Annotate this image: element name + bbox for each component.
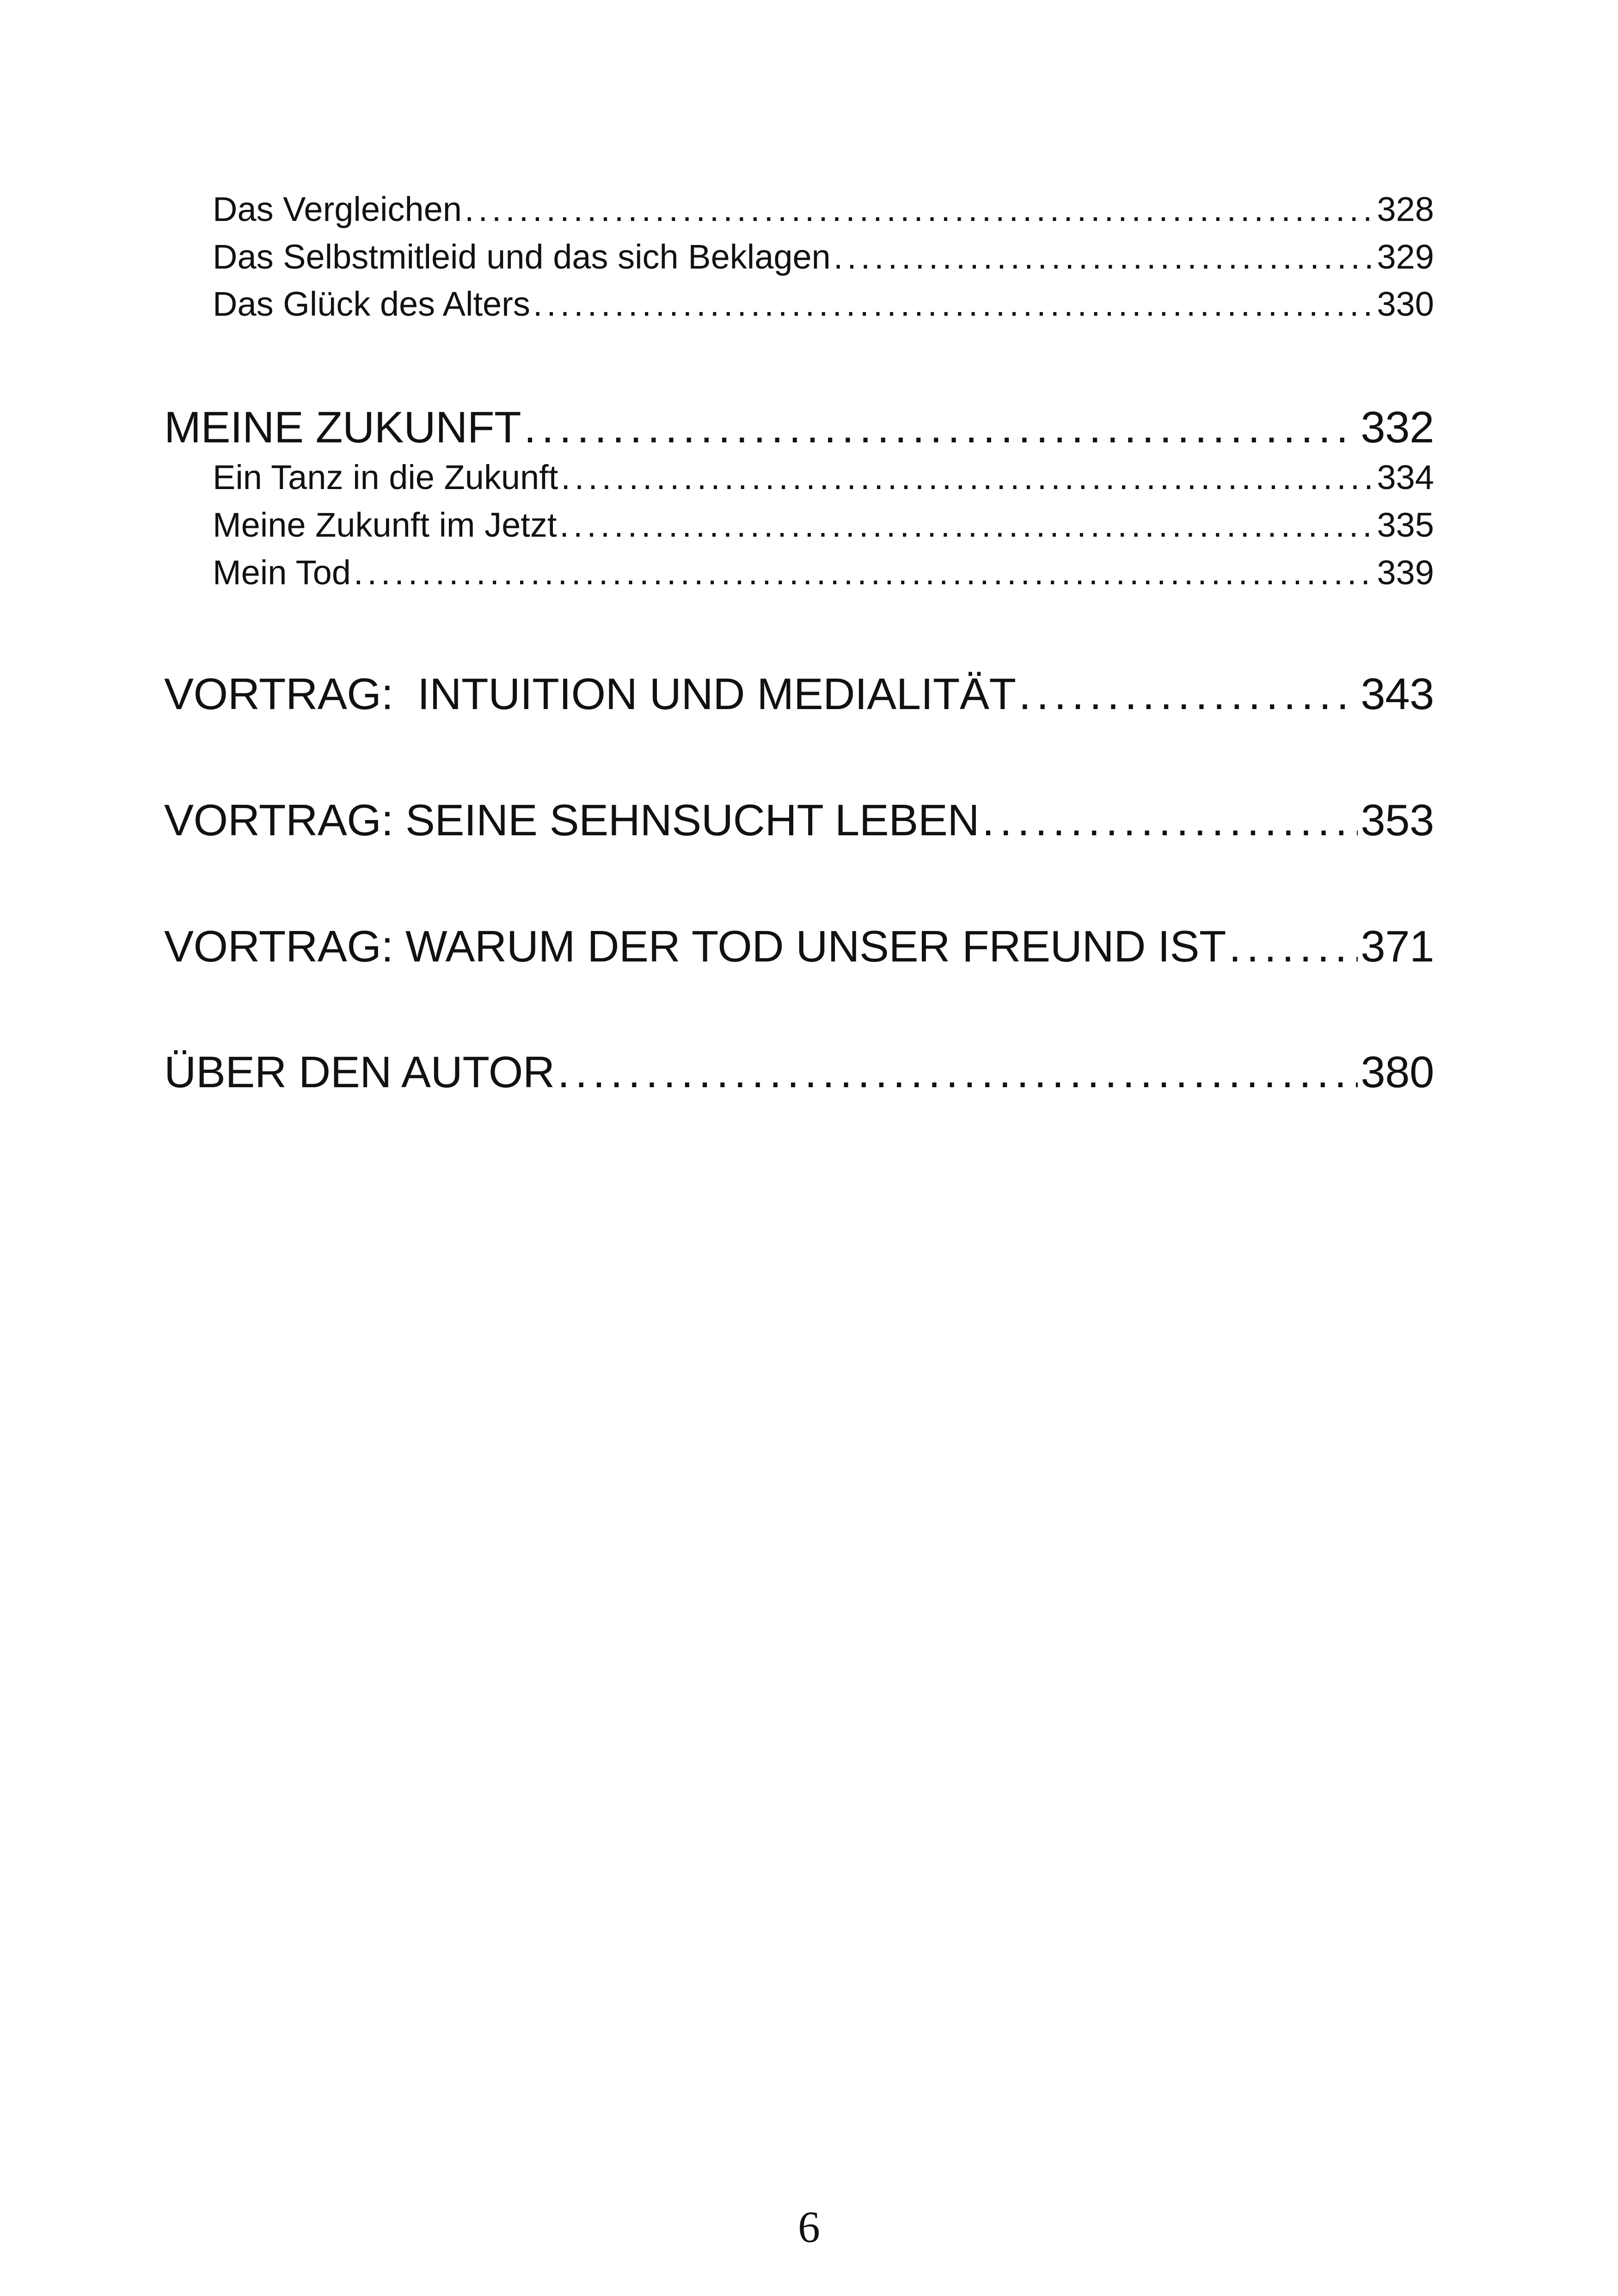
toc-chapter-page: 332 xyxy=(1361,403,1434,452)
toc-entry-page: 330 xyxy=(1377,285,1434,323)
toc-entry-title: Das Vergleichen xyxy=(213,190,462,228)
dot-leader xyxy=(834,237,1374,276)
page-number: 6 xyxy=(798,2202,820,2252)
toc-entry-meine-zukunft-im-jetzt[interactable] xyxy=(213,505,1434,551)
toc-entry-page: 339 xyxy=(1377,553,1434,592)
toc-chapter-title: ÜBER DEN AUTOR xyxy=(164,1047,555,1097)
dot-leader xyxy=(1229,921,1358,972)
dot-leader xyxy=(558,1047,1358,1098)
toc-entry-title: Ein Tanz in die Zukunft xyxy=(213,458,558,496)
toc-entry-mein-tod[interactable] xyxy=(213,553,1434,599)
dot-leader xyxy=(524,402,1358,453)
toc-entry-ein-tanz-in-die-zukunft[interactable] xyxy=(213,458,1434,504)
toc-chapter-title: VORTRAG: INTUITION UND MEDIALITÄT xyxy=(164,669,1016,719)
toc-entry-page: 335 xyxy=(1377,506,1434,544)
toc-chapter-title: MEINE ZUKUNFT xyxy=(164,403,521,452)
toc-chapter-ueber-den-autor[interactable] xyxy=(164,1047,1434,1107)
toc-entry-das-selbstmitleid[interactable] xyxy=(213,237,1434,283)
dot-leader xyxy=(533,284,1374,324)
toc-chapter-page: 371 xyxy=(1361,922,1434,971)
toc-entry-title: Das Selbstmitleid und das sich Beklagen xyxy=(213,238,831,276)
toc-entry-page: 329 xyxy=(1377,238,1434,276)
dot-leader xyxy=(982,795,1358,846)
toc-chapter-seine-sehnsucht-leben[interactable] xyxy=(164,795,1434,855)
dot-leader xyxy=(465,190,1374,229)
toc-chapter-page: 353 xyxy=(1361,796,1434,845)
dot-leader xyxy=(354,553,1374,592)
toc-entry-page: 328 xyxy=(1377,190,1434,228)
toc-chapter-page: 343 xyxy=(1361,669,1434,719)
toc-chapter-title: VORTRAG: SEINE SEHNSUCHT LEBEN xyxy=(164,796,980,845)
dot-leader xyxy=(559,505,1374,545)
toc-entry-page: 334 xyxy=(1377,458,1434,496)
toc-entry-das-vergleichen[interactable] xyxy=(213,190,1434,236)
toc-entry-title: Das Glück des Alters xyxy=(213,285,530,323)
toc-entry-title: Meine Zukunft im Jetzt xyxy=(213,506,557,544)
dot-leader xyxy=(561,458,1374,497)
toc-chapter-warum-der-tod-unser-freund-ist[interactable] xyxy=(164,921,1434,981)
toc-chapter-intuition-und-medialitaet[interactable] xyxy=(164,669,1434,729)
toc-entry-das-glueck-des-alters[interactable] xyxy=(213,284,1434,331)
toc-entry-title: Mein Tod xyxy=(213,553,351,592)
toc-chapter-page: 380 xyxy=(1361,1047,1434,1097)
dot-leader xyxy=(1019,669,1358,720)
toc-chapter-meine-zukunft[interactable] xyxy=(164,402,1434,462)
toc-chapter-title: VORTRAG: WARUM DER TOD UNSER FREUND IST xyxy=(164,922,1226,971)
